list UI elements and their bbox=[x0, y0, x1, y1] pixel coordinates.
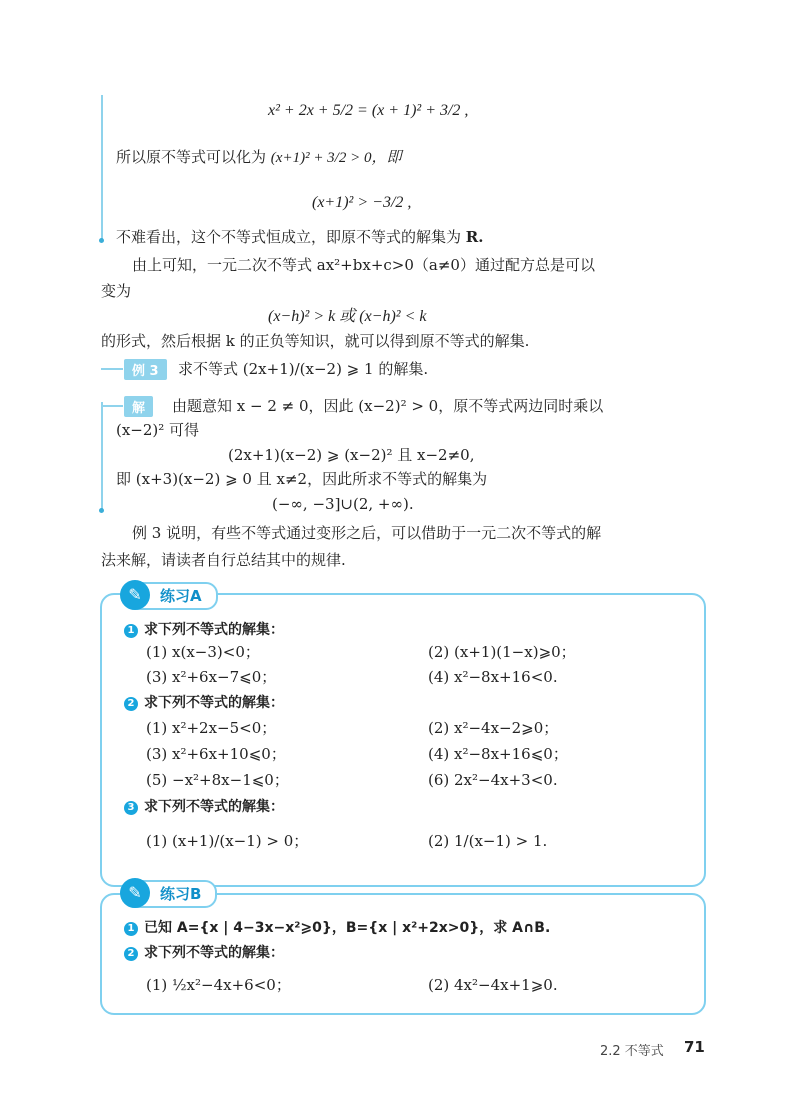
exb-q2-title: 求下列不等式的解集： bbox=[144, 945, 284, 961]
exa-q1-item: (4) x²−8x+16<0. bbox=[428, 668, 558, 686]
number-2-icon: 2 bbox=[124, 947, 138, 961]
pencil-icon: ✎ bbox=[120, 878, 150, 908]
solution-line-3: 即 (x+3)(x−2) ⩾ 0 且 x≠2，因此所求不等式的解集为 bbox=[116, 470, 488, 488]
remark-line-1: 例 3 说明，有些不等式通过变形之后，可以借助于一元二次不等式的解 bbox=[132, 524, 602, 542]
exb-q2-item: (2) 4x²−4x+1⩾0. bbox=[428, 976, 558, 994]
exa-q2-item: (6) 2x²−4x+3<0. bbox=[428, 771, 558, 789]
bar-end-dot bbox=[99, 238, 104, 243]
exb-q1-text: 已知 A={x | 4−3x−x²⩾0}，B={x | x²+2x>0}，求 A∩B. bbox=[144, 920, 551, 936]
pencil-icon: ✎ bbox=[120, 580, 150, 610]
exercise-a-title-text: 练习A bbox=[160, 587, 202, 605]
example-3-tag: 例 3 bbox=[124, 359, 167, 380]
solution-line-1: 由题意知 x − 2 ≠ 0，因此 (x−2)² > 0，原不等式两边同时乘以 bbox=[172, 397, 604, 415]
exa-q2-title: 求下列不等式的解集： bbox=[144, 695, 284, 711]
equation-2: (x+1)² > −3/2 , bbox=[312, 194, 412, 211]
left-margin-bar bbox=[101, 95, 103, 240]
conclusion-line bbox=[116, 226, 484, 248]
exa-q3-title: 求下列不等式的解集： bbox=[144, 799, 284, 815]
solution-bar-dot bbox=[99, 508, 104, 513]
equation-1: x² + 2x + 5/2 = (x + 1)² + 3/2 , bbox=[268, 102, 469, 119]
exa-q1-item: (2) (x+1)(1−x)⩾0； bbox=[428, 643, 576, 661]
example-3-text: 求不等式 (2x+1)/(x−2) ⩾ 1 的解集. bbox=[178, 360, 429, 378]
number-3-icon: 3 bbox=[124, 801, 138, 815]
exa-q2-item: (5) −x²+8x−1⩽0； bbox=[146, 771, 289, 789]
summary-line-3: 的形式，然后根据 k 的正负等知识，就可以得到原不等式的解集. bbox=[101, 332, 530, 350]
example-rule bbox=[101, 368, 123, 370]
exa-q2-item: (3) x²+6x+10⩽0； bbox=[146, 745, 286, 763]
real-set-symbol: R. bbox=[465, 228, 484, 246]
number-1-icon: 1 bbox=[124, 922, 138, 936]
summary-line-1: 由上可知，一元二次不等式 ax²+bx+c>0（a≠0）通过配方总是可以 bbox=[132, 256, 595, 274]
exa-q2 bbox=[124, 691, 284, 714]
section-label: 2.2 不等式 bbox=[600, 1044, 664, 1059]
summary-line-2: 变为 bbox=[101, 282, 132, 300]
remark-line-2: 法来解，请读者自行总结其中的规律. bbox=[101, 551, 346, 569]
exa-q3-item: (1) (x+1)/(x−1) > 0； bbox=[146, 832, 309, 850]
so-line bbox=[116, 146, 401, 169]
exa-q2-item: (2) x²−4x−2⩾0； bbox=[428, 719, 559, 737]
exercise-b-title-text: 练习B bbox=[160, 885, 202, 903]
exb-q2 bbox=[124, 941, 284, 964]
exa-q3-item: (2) 1/(x−1) > 1. bbox=[428, 832, 548, 850]
exa-q1 bbox=[124, 618, 284, 641]
exa-q3 bbox=[124, 795, 284, 818]
so-line-prefix: 所以原不等式可以化为 bbox=[116, 148, 267, 166]
solution-tag: 解 bbox=[124, 396, 153, 417]
solution-equation-2: (−∞, −3]∪(2, +∞). bbox=[272, 495, 414, 513]
number-2-icon: 2 bbox=[124, 697, 138, 711]
page-number: 71 bbox=[684, 1038, 705, 1056]
solution-line-2: (x−2)² 可得 bbox=[116, 421, 200, 439]
summary-equation: (x−h)² > k 或 (x−h)² < k bbox=[268, 308, 427, 325]
exa-q2-item: (1) x²+2x−5<0； bbox=[146, 719, 277, 737]
exa-q2-item: (4) x²−8x+16⩽0； bbox=[428, 745, 568, 763]
exa-q1-item: (1) x(x−3)<0； bbox=[146, 643, 260, 661]
solution-equation-1: (2x+1)(x−2) ⩾ (x−2)² 且 x−2≠0, bbox=[228, 446, 475, 464]
so-line-math: (x+1)² + 3/2 > 0，即 bbox=[270, 150, 402, 166]
number-1-icon: 1 bbox=[124, 624, 138, 638]
exb-q2-item: (1) ½x²−4x+6<0； bbox=[146, 976, 291, 994]
exa-q1-item: (3) x²+6x−7⩽0； bbox=[146, 668, 277, 686]
exercise-a-title bbox=[122, 582, 218, 610]
exa-q1-title: 求下列不等式的解集： bbox=[144, 622, 284, 638]
conclusion-text: 不难看出，这个不等式恒成立，即原不等式的解集为 bbox=[116, 228, 462, 246]
solution-rule bbox=[101, 405, 123, 407]
solution-bar bbox=[101, 402, 103, 510]
exb-q1 bbox=[124, 916, 550, 939]
exercise-b-title bbox=[122, 880, 217, 908]
